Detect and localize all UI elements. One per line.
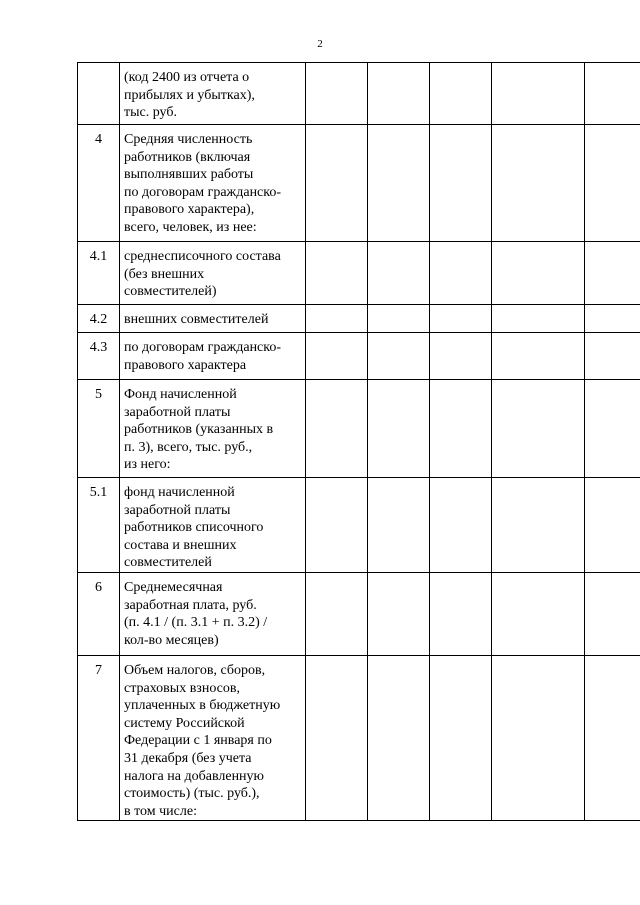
value-cell-3[interactable]: [430, 242, 492, 305]
description-line: тыс. руб.: [124, 105, 177, 121]
table-row: [78, 305, 640, 333]
description-line: налога на добавленную: [124, 768, 265, 784]
row-number-cell: [78, 305, 120, 333]
row-number-cell: [78, 125, 120, 242]
indicators-table: [77, 62, 640, 821]
value-cell-1[interactable]: [306, 655, 368, 820]
table-row: [78, 572, 640, 655]
value-cell-3[interactable]: [430, 333, 492, 380]
description-line: п. 3), всего, тыс. руб.,: [124, 439, 253, 455]
row-description-cell: [120, 572, 306, 655]
description-line: выполнявших работы: [124, 167, 254, 183]
description-line: из него:: [124, 457, 171, 473]
value-cell-2[interactable]: [368, 125, 430, 242]
table-row: [78, 478, 640, 573]
value-cell-3[interactable]: [430, 305, 492, 333]
description-line: работников списочного: [124, 520, 264, 536]
row-description: [120, 333, 305, 374]
row-number: 4: [95, 132, 102, 147]
value-cell-3[interactable]: [430, 125, 492, 242]
row-number: 4.1: [89, 249, 108, 264]
description-line: страховых взносов,: [124, 680, 241, 696]
value-cell-5[interactable]: [585, 242, 640, 305]
description-line: по договорам гражданско-: [124, 340, 282, 355]
value-cell-4[interactable]: [492, 333, 585, 380]
row-number-cell: [78, 380, 120, 478]
value-cell-2[interactable]: [368, 63, 430, 125]
row-description-cell: [120, 655, 306, 820]
value-cell-4[interactable]: [492, 242, 585, 305]
value-cell-1[interactable]: [306, 333, 368, 380]
value-cell-4[interactable]: [492, 380, 585, 478]
value-cell-1[interactable]: [306, 572, 368, 655]
description-line: Средняя численность: [124, 132, 253, 147]
value-cell-3[interactable]: [430, 478, 492, 573]
value-cell-5[interactable]: [585, 655, 640, 820]
description-line: работников (включая: [124, 149, 251, 165]
description-line: правового характера),: [124, 202, 255, 218]
value-cell-4[interactable]: [492, 478, 585, 573]
description-line: прибылях и убытках),: [124, 87, 255, 103]
value-cell-1[interactable]: [306, 380, 368, 478]
table-row: [78, 125, 640, 242]
value-cell-2[interactable]: [368, 572, 430, 655]
row-description: [120, 380, 305, 474]
row-description-cell: [120, 333, 306, 380]
value-cell-3[interactable]: [430, 572, 492, 655]
value-cell-4[interactable]: [492, 655, 585, 820]
row-number: [78, 63, 119, 69]
value-cell-5[interactable]: [585, 305, 640, 333]
row-number: 5: [95, 387, 102, 402]
description-line: по договорам гражданско-: [124, 184, 282, 200]
row-number: 4.2: [89, 312, 108, 327]
table-row: [78, 380, 640, 478]
row-number-cell: [78, 655, 120, 820]
value-cell-4[interactable]: [492, 125, 585, 242]
row-description-cell: [120, 63, 306, 125]
row-description: [120, 478, 305, 572]
table-body: [78, 63, 640, 821]
description-line: (п. 4.1 / (п. 3.1 + п. 3.2) /: [124, 615, 268, 631]
value-cell-4[interactable]: [492, 572, 585, 655]
value-cell-1[interactable]: [306, 125, 368, 242]
value-cell-5[interactable]: [585, 478, 640, 573]
row-number-cell: [78, 478, 120, 573]
description-line: 31 декабря (без учета: [124, 750, 252, 766]
value-cell-4[interactable]: [492, 305, 585, 333]
description-line: систему Российской: [124, 715, 245, 731]
value-cell-5[interactable]: [585, 333, 640, 380]
value-cell-3[interactable]: [430, 63, 492, 125]
row-description: [120, 63, 305, 122]
description-line: (код 2400 из отчета о: [124, 70, 250, 85]
row-description-cell: [120, 125, 306, 242]
row-description: [120, 305, 305, 329]
row-number: 7: [95, 662, 102, 678]
description-line: кол-во месяцев): [124, 632, 219, 648]
description-line: Объем налогов, сборов,: [124, 662, 266, 678]
row-description: [120, 242, 305, 301]
row-description-cell: [120, 478, 306, 573]
row-number: 4.3: [89, 340, 108, 355]
description-line: фонд начисленной: [124, 485, 235, 500]
row-number: 6: [95, 579, 102, 595]
row-description: [120, 656, 305, 820]
value-cell-4[interactable]: [492, 63, 585, 125]
value-cell-1[interactable]: [306, 478, 368, 573]
description-line: заработной платы: [124, 502, 231, 518]
value-cell-1[interactable]: [306, 63, 368, 125]
table-row: [78, 242, 640, 305]
value-cell-2[interactable]: [368, 333, 430, 380]
value-cell-5[interactable]: [585, 380, 640, 478]
description-line: Федерации с 1 января по: [124, 733, 272, 749]
description-line: совместителей): [124, 284, 217, 300]
page-number: 2: [317, 38, 323, 50]
row-number-cell: [78, 572, 120, 655]
value-cell-2[interactable]: [368, 380, 430, 478]
value-cell-2[interactable]: [368, 655, 430, 820]
value-cell-2[interactable]: [368, 305, 430, 333]
row-description-cell: [120, 305, 306, 333]
description-line: правового характера: [124, 357, 247, 373]
value-cell-2[interactable]: [368, 242, 430, 305]
description-line: Фонд начисленной: [124, 387, 237, 402]
value-cell-5[interactable]: [585, 63, 640, 125]
table-row: [78, 63, 640, 125]
value-cell-2[interactable]: [368, 478, 430, 573]
row-description: [120, 125, 305, 237]
description-line: среднесписочного состава: [124, 249, 281, 264]
description-line: (без внешних: [124, 266, 205, 282]
value-cell-1[interactable]: [306, 305, 368, 333]
description-line: работников (указанных в: [124, 422, 274, 438]
row-description-cell: [120, 380, 306, 478]
table-row: [78, 655, 640, 820]
value-cell-5[interactable]: [585, 572, 640, 655]
description-line: совместителей: [124, 555, 212, 571]
description-line: уплаченных в бюджетную: [124, 698, 281, 714]
description-line: заработная плата, руб.: [124, 597, 257, 613]
row-description-cell: [120, 242, 306, 305]
description-line: в том числе:: [124, 803, 197, 819]
value-cell-5[interactable]: [585, 125, 640, 242]
table-row: [78, 333, 640, 380]
row-description: [120, 573, 305, 649]
value-cell-3[interactable]: [430, 380, 492, 478]
description-line: стоимость) (тыс. руб.),: [124, 786, 260, 802]
description-line: состава и внешних: [124, 537, 237, 553]
description-line: всего, человек, из нее:: [124, 219, 257, 235]
row-number-cell: [78, 333, 120, 380]
description-line: заработной платы: [124, 404, 231, 420]
value-cell-1[interactable]: [306, 242, 368, 305]
description-line: внешних совместителей: [124, 312, 269, 327]
description-line: Среднемесячная: [124, 579, 223, 595]
row-number-cell: [78, 63, 120, 125]
value-cell-3[interactable]: [430, 655, 492, 820]
row-number-cell: [78, 242, 120, 305]
row-number: 5.1: [89, 485, 108, 500]
